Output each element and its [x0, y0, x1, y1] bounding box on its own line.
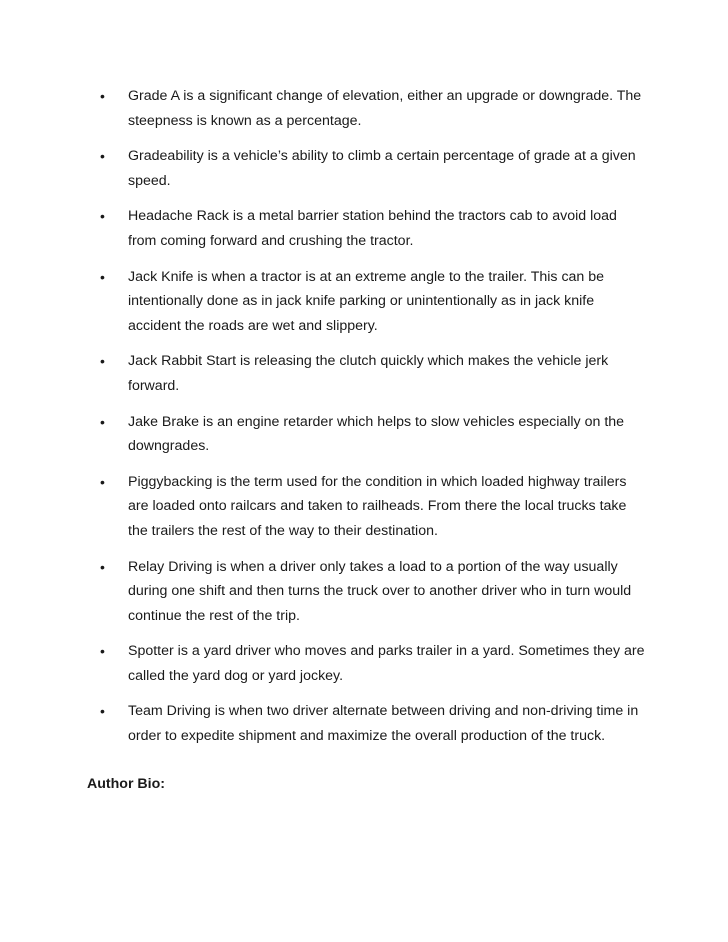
- bullet-icon: •: [100, 643, 105, 660]
- list-item-text: Gradeability is a vehicle’s ability to climb a certain percentage of grade at a given speed.: [128, 148, 636, 189]
- list-item-text: Spotter is a yard driver who moves and parks trailer in a yard. Sometimes they are called the yard dog or yard jockey.: [128, 643, 645, 684]
- bullet-icon: •: [100, 353, 105, 370]
- bullet-icon: •: [100, 268, 105, 285]
- list-item: [100, 470, 648, 544]
- bullet-icon: •: [100, 88, 105, 104]
- bullet-icon: •: [100, 148, 105, 165]
- list-item-text: Jake Brake is an engine retarder which helps to slow vehicles especially on the downgrades.: [128, 413, 625, 455]
- list-item: [100, 699, 648, 748]
- list-item-text: Headache Rack is a metal barrier station behind the tractors cab to avoid load from coming forward and crushing the tractor.: [128, 208, 617, 249]
- list-item: [100, 349, 648, 398]
- list-item: [100, 265, 648, 339]
- list-item-text: Jack Knife is when a tractor is at an extreme angle to the trailer. This can be intentionally done as in jack knife parking or unintentionally as in jack knife accident the roads are wet and slippery.: [128, 268, 605, 334]
- list-item: [100, 639, 648, 688]
- list-item: [100, 84, 648, 133]
- author-bio-heading: Author Bio:: [87, 776, 166, 792]
- list-item: [100, 144, 648, 193]
- list-item: [100, 555, 648, 629]
- list-item-text: Piggybacking is the term used for the condition in which loaded highway trailers are loaded onto railcars and taken to railheads. From there the local trucks take the trailers the rest of the way to their destination.: [128, 473, 627, 539]
- list-item-text: Jack Rabbit Start is releasing the clutch quickly which makes the vehicle jerk forward.: [128, 353, 609, 394]
- glossary-list: [100, 84, 648, 760]
- bullet-icon: •: [100, 558, 105, 575]
- bullet-icon: •: [100, 413, 105, 430]
- list-item-text: Grade A is a significant change of elevation, either an upgrade or downgrade. The steepness is known as a percentage.: [128, 88, 642, 129]
- list-item: [100, 204, 648, 253]
- bullet-icon: •: [100, 473, 105, 490]
- list-item: [100, 410, 648, 459]
- bullet-icon: •: [100, 208, 105, 225]
- bullet-icon: •: [100, 703, 105, 720]
- list-item-text: Team Driving is when two driver alternate between driving and non-driving time in order to expedite shipment and maximize the overall production of the truck.: [128, 703, 639, 745]
- list-item-text: Relay Driving is when a driver only takes a load to a portion of the way usually during one shift and then turns the truck over to another driver who in turn would continue the rest of the trip.: [128, 558, 632, 624]
